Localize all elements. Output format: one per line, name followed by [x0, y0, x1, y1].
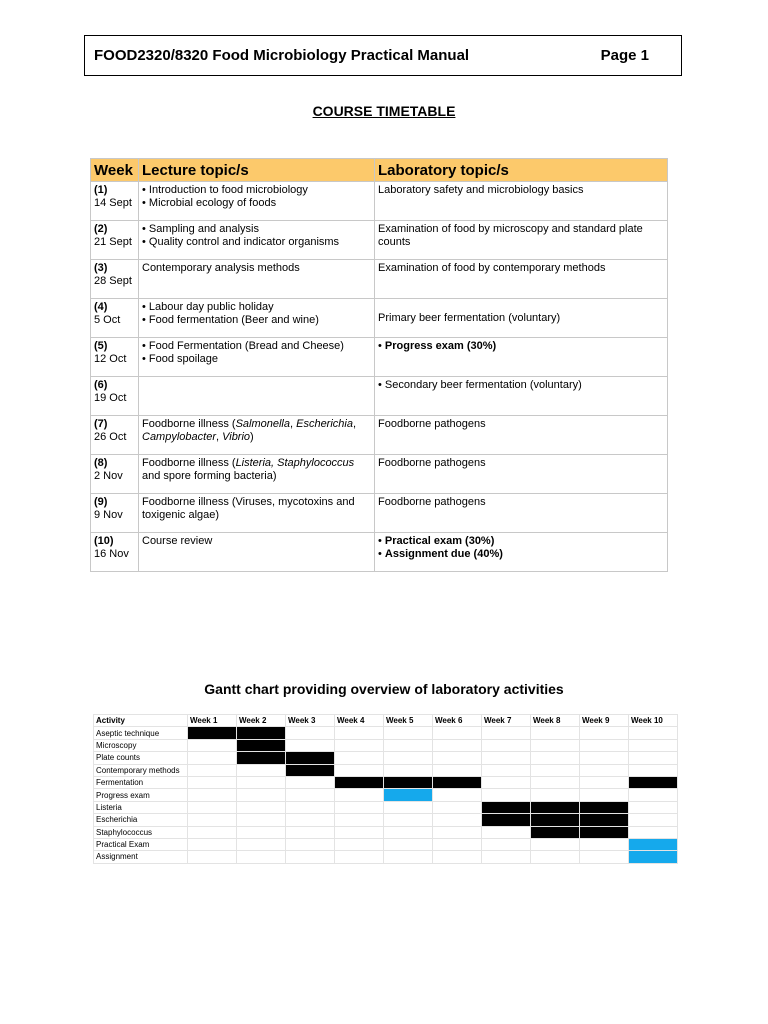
- week-date: 16 Nov: [94, 548, 129, 560]
- lab-cell: [375, 299, 668, 338]
- gantt-cell: [433, 814, 482, 826]
- lecture-cell: [139, 260, 375, 299]
- activity-label: Practical Exam: [94, 838, 188, 850]
- lecture-topic: Foodborne illness (Viruses, mycotoxins and toxigenic algae): [142, 496, 355, 521]
- gantt-cell: [629, 739, 678, 751]
- gantt-cell: [188, 851, 237, 863]
- gantt-cell: [237, 838, 286, 850]
- lecture-cell: [139, 533, 375, 572]
- gantt-cell: [433, 789, 482, 801]
- gantt-cell: [335, 727, 384, 739]
- lab-topic: Foodborne pathogens: [378, 457, 486, 469]
- gantt-cell: [188, 801, 237, 813]
- timetable-row: [91, 494, 668, 533]
- week-date: 21 Sept: [94, 236, 132, 248]
- gantt-cell: [335, 838, 384, 850]
- lecture-header: Lecture topic/s: [139, 159, 375, 182]
- gantt-cell: [531, 727, 580, 739]
- gantt-cell: [580, 838, 629, 850]
- lecture-topic: • Quality control and indicator organisms: [142, 236, 340, 248]
- gantt-cell: [237, 814, 286, 826]
- gantt-cell: [629, 789, 678, 801]
- week-date: 9 Nov: [94, 509, 123, 521]
- gantt-cell: [286, 851, 335, 863]
- gantt-header-row: [94, 715, 678, 727]
- gantt-cell: [433, 727, 482, 739]
- week-header: Week: [91, 159, 139, 182]
- gantt-cell: [482, 838, 531, 850]
- gantt-bar: [580, 826, 629, 838]
- week-column-header: Week 10: [629, 715, 678, 727]
- lecture-topic: • Sampling and analysis: [142, 223, 259, 235]
- lecture-topic: • Food spoilage: [142, 353, 219, 365]
- lecture-text: and spore forming bacteria): [142, 470, 277, 482]
- week-number: (7): [94, 418, 108, 430]
- lecture-text: ,: [352, 418, 357, 430]
- timetable-row: [91, 455, 668, 494]
- activity-label: Listeria: [94, 801, 188, 813]
- gantt-cell: [580, 851, 629, 863]
- lab-topic: Primary beer fermentation (voluntary): [378, 311, 561, 324]
- gantt-cell: [237, 776, 286, 788]
- gantt-bar: [433, 776, 482, 788]
- lab-cell: [375, 416, 668, 455]
- gantt-cell: [531, 752, 580, 764]
- activity-label: Staphylococcus: [94, 826, 188, 838]
- lecture-cell: [139, 338, 375, 377]
- gantt-chart-title: Gantt chart providing overview of laboratory activities: [204, 681, 564, 697]
- gantt-cell: [335, 739, 384, 751]
- gantt-cell: [531, 838, 580, 850]
- gantt-cell: [531, 764, 580, 776]
- timetable-row: [91, 182, 668, 221]
- activity-label: Assignment: [94, 851, 188, 863]
- gantt-row: [94, 838, 678, 850]
- gantt-row: [94, 739, 678, 751]
- gantt-row: [94, 826, 678, 838]
- gantt-cell: [188, 752, 237, 764]
- week-column-header: Week 4: [335, 715, 384, 727]
- gantt-cell: [237, 764, 286, 776]
- lab-cell: [375, 221, 668, 260]
- gantt-bar: [482, 801, 531, 813]
- gantt-cell: [286, 789, 335, 801]
- gantt-cell: [188, 739, 237, 751]
- week-date: 5 Oct: [94, 314, 121, 326]
- week-number: (6): [94, 379, 108, 391]
- gantt-cell: [580, 752, 629, 764]
- gantt-cell: [629, 814, 678, 826]
- week-number: (2): [94, 223, 108, 235]
- week-date: 2 Nov: [94, 470, 123, 482]
- lecture-cell: [139, 299, 375, 338]
- week-column-header: Week 2: [237, 715, 286, 727]
- gantt-cell: [335, 752, 384, 764]
- week-column-header: Week 7: [482, 715, 531, 727]
- lecture-cell: [139, 416, 375, 455]
- week-number: (1): [94, 184, 108, 196]
- week-column-header: Week 5: [384, 715, 433, 727]
- gantt-cell: [384, 838, 433, 850]
- gantt-bar: [286, 764, 335, 776]
- gantt-cell: [188, 826, 237, 838]
- gantt-cell: [629, 752, 678, 764]
- pathogen-name: Campylobacter: [142, 431, 216, 443]
- gantt-cell: [482, 776, 531, 788]
- gantt-row: [94, 851, 678, 863]
- gantt-bar: [629, 838, 678, 850]
- gantt-bar: [482, 814, 531, 826]
- timetable-row: [91, 377, 668, 416]
- lab-topic: Foodborne pathogens: [378, 418, 486, 430]
- pathogen-name: Listeria, Staphylococcus: [235, 457, 355, 469]
- gantt-cell: [335, 764, 384, 776]
- timetable-header-row: [91, 159, 668, 182]
- lab-topic-exam: Progress exam (30%): [384, 340, 497, 352]
- manual-title: FOOD2320/8320 Food Microbiology Practical Manual: [94, 47, 470, 64]
- gantt-bar: [384, 789, 433, 801]
- lab-topic-exam: Practical exam (30%): [384, 535, 495, 547]
- gantt-bar: [237, 752, 286, 764]
- gantt-cell: [433, 739, 482, 751]
- bullet: •: [378, 340, 385, 352]
- lab-topic: • Secondary beer fermentation (voluntary): [378, 379, 582, 391]
- gantt-cell: [286, 838, 335, 850]
- week-date: 12 Oct: [94, 353, 127, 365]
- lab-cell: [375, 260, 668, 299]
- pathogen-name: Salmonella: [235, 418, 290, 430]
- lecture-topic: Course review: [142, 535, 213, 547]
- lab-cell: [375, 338, 668, 377]
- gantt-cell: [384, 826, 433, 838]
- lab-topic: Examination of food by contemporary methods: [378, 262, 606, 274]
- activity-label: Progress exam: [94, 789, 188, 801]
- lecture-text: ,: [289, 418, 297, 430]
- activity-label: Aseptic technique: [94, 727, 188, 739]
- gantt-cell: [629, 826, 678, 838]
- gantt-cell: [482, 739, 531, 751]
- week-column-header: Week 6: [433, 715, 482, 727]
- gantt-cell: [384, 727, 433, 739]
- pathogen-name: Vibrio: [222, 431, 251, 443]
- gantt-bar: [237, 739, 286, 751]
- lecture-text: Foodborne illness (: [142, 457, 236, 469]
- page-number: Page 1: [600, 47, 649, 64]
- timetable-row: [91, 260, 668, 299]
- week-column-header: Week 3: [286, 715, 335, 727]
- week-cell: [91, 299, 139, 338]
- lab-topic: Foodborne pathogens: [378, 496, 486, 508]
- gantt-cell: [188, 764, 237, 776]
- gantt-row: [94, 752, 678, 764]
- gantt-cell: [433, 752, 482, 764]
- gantt-cell: [335, 826, 384, 838]
- gantt-row: [94, 814, 678, 826]
- week-cell: [91, 377, 139, 416]
- week-cell: [91, 494, 139, 533]
- gantt-cell: [188, 814, 237, 826]
- lab-cell: [375, 377, 668, 416]
- lecture-topic: • Microbial ecology of foods: [142, 197, 277, 209]
- lecture-cell: [139, 377, 375, 416]
- gantt-cell: [286, 801, 335, 813]
- page-header: [84, 35, 682, 76]
- gantt-cell: [188, 789, 237, 801]
- gantt-cell: [384, 739, 433, 751]
- gantt-row: [94, 776, 678, 788]
- lab-topic-assignment: Assignment due (40%): [384, 548, 503, 560]
- gantt-cell: [384, 764, 433, 776]
- gantt-cell: [580, 776, 629, 788]
- gantt-bar: [286, 752, 335, 764]
- lab-header: Laboratory topic/s: [375, 159, 668, 182]
- week-cell: [91, 182, 139, 221]
- lecture-cell: [139, 182, 375, 221]
- gantt-chart: [93, 714, 678, 864]
- gantt-cell: [335, 814, 384, 826]
- gantt-bar: [384, 776, 433, 788]
- gantt-cell: [335, 851, 384, 863]
- week-date: 14 Sept: [94, 197, 132, 209]
- gantt-cell: [482, 752, 531, 764]
- bullet: •: [378, 535, 385, 547]
- pathogen-name: Escherichia: [296, 418, 353, 430]
- week-cell: [91, 221, 139, 260]
- activity-label: Fermentation: [94, 776, 188, 788]
- gantt-bar: [335, 776, 384, 788]
- lab-cell: [375, 533, 668, 572]
- lecture-topic: Contemporary analysis methods: [142, 262, 300, 274]
- lab-topic: Laboratory safety and microbiology basics: [378, 184, 584, 196]
- lecture-cell: [139, 455, 375, 494]
- gantt-cell: [188, 838, 237, 850]
- lab-cell: [375, 182, 668, 221]
- gantt-bar: [629, 776, 678, 788]
- gantt-cell: [433, 764, 482, 776]
- lecture-text: ,: [215, 431, 223, 443]
- gantt-row: [94, 789, 678, 801]
- gantt-bar: [237, 727, 286, 739]
- course-timetable: [90, 158, 668, 572]
- gantt-cell: [286, 727, 335, 739]
- gantt-cell: [286, 739, 335, 751]
- week-number: (8): [94, 457, 108, 469]
- gantt-cell: [580, 727, 629, 739]
- week-cell: [91, 416, 139, 455]
- gantt-bar: [188, 727, 237, 739]
- week-column-header: Week 9: [580, 715, 629, 727]
- gantt-cell: [286, 826, 335, 838]
- week-number: (4): [94, 301, 108, 313]
- timetable-row: [91, 221, 668, 260]
- week-date: 28 Sept: [94, 275, 132, 287]
- gantt-bar: [580, 814, 629, 826]
- timetable-row: [91, 416, 668, 455]
- gantt-row: [94, 801, 678, 813]
- gantt-bar: [580, 801, 629, 813]
- gantt-row: [94, 727, 678, 739]
- activity-label: Escherichia: [94, 814, 188, 826]
- gantt-cell: [188, 776, 237, 788]
- gantt-cell: [433, 851, 482, 863]
- gantt-cell: [580, 739, 629, 751]
- week-cell: [91, 533, 139, 572]
- gantt-cell: [237, 851, 286, 863]
- timetable-row: [91, 533, 668, 572]
- gantt-cell: [482, 851, 531, 863]
- week-number: (9): [94, 496, 108, 508]
- gantt-cell: [237, 801, 286, 813]
- week-column-header: Week 1: [188, 715, 237, 727]
- week-date: 19 Oct: [94, 392, 127, 404]
- lecture-topic: • Food Fermentation (Bread and Cheese): [142, 340, 344, 352]
- lab-cell: [375, 455, 668, 494]
- gantt-cell: [531, 789, 580, 801]
- bullet: •: [378, 548, 385, 560]
- timetable-row: [91, 299, 668, 338]
- gantt-bar: [629, 851, 678, 863]
- gantt-bar: [531, 814, 580, 826]
- gantt-bar: [531, 801, 580, 813]
- gantt-cell: [531, 739, 580, 751]
- gantt-cell: [629, 801, 678, 813]
- lab-cell: [375, 494, 668, 533]
- gantt-cell: [482, 826, 531, 838]
- gantt-cell: [384, 851, 433, 863]
- gantt-cell: [482, 727, 531, 739]
- lecture-cell: [139, 221, 375, 260]
- activity-label: Plate counts: [94, 752, 188, 764]
- gantt-cell: [482, 789, 531, 801]
- lecture-cell: [139, 494, 375, 533]
- gantt-cell: [629, 727, 678, 739]
- gantt-cell: [335, 789, 384, 801]
- week-cell: [91, 260, 139, 299]
- gantt-cell: [580, 789, 629, 801]
- gantt-cell: [433, 838, 482, 850]
- gantt-cell: [384, 814, 433, 826]
- activity-label: Microscopy: [94, 739, 188, 751]
- week-column-header: Week 8: [531, 715, 580, 727]
- gantt-cell: [237, 789, 286, 801]
- gantt-cell: [286, 776, 335, 788]
- gantt-cell: [384, 801, 433, 813]
- gantt-cell: [433, 801, 482, 813]
- week-number: (10): [94, 535, 114, 547]
- lecture-text: ): [250, 431, 254, 443]
- lecture-topic: • Introduction to food microbiology: [142, 184, 308, 196]
- gantt-cell: [482, 764, 531, 776]
- week-cell: [91, 455, 139, 494]
- lab-topic: Examination of food by microscopy and standard plate counts: [378, 223, 643, 248]
- gantt-cell: [335, 801, 384, 813]
- gantt-bar: [531, 826, 580, 838]
- lecture-text: Foodborne illness (: [142, 418, 236, 430]
- gantt-row: [94, 764, 678, 776]
- lecture-topic: • Labour day public holiday: [142, 301, 274, 313]
- gantt-cell: [629, 764, 678, 776]
- gantt-cell: [433, 826, 482, 838]
- gantt-cell: [531, 776, 580, 788]
- week-date: 26 Oct: [94, 431, 127, 443]
- gantt-cell: [286, 814, 335, 826]
- gantt-cell: [237, 826, 286, 838]
- gantt-cell: [531, 851, 580, 863]
- week-number: (5): [94, 340, 108, 352]
- gantt-cell: [580, 764, 629, 776]
- activity-header: Activity: [94, 715, 188, 727]
- gantt-cell: [384, 752, 433, 764]
- course-timetable-heading: COURSE TIMETABLE: [312, 103, 456, 119]
- timetable-row: [91, 338, 668, 377]
- activity-label: Contemporary methods: [94, 764, 188, 776]
- lecture-topic: • Food fermentation (Beer and wine): [142, 314, 319, 326]
- week-number: (3): [94, 262, 108, 274]
- week-cell: [91, 338, 139, 377]
